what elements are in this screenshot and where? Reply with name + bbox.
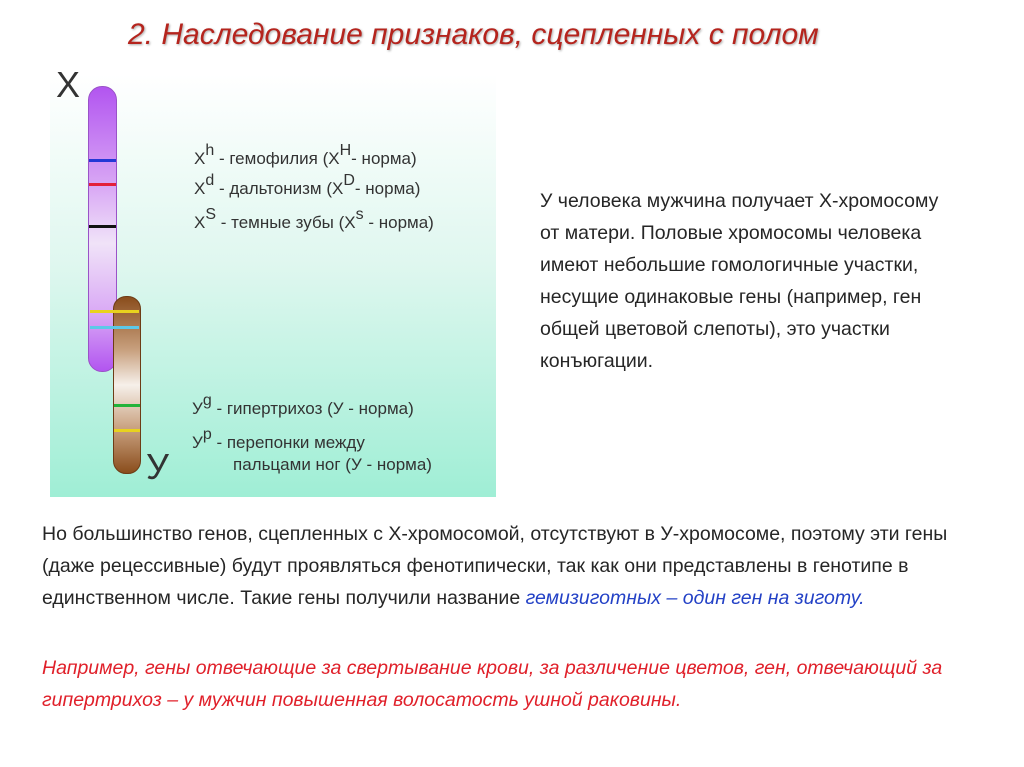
band-dark-teeth (89, 225, 116, 228)
band-webbed-toes (114, 429, 140, 432)
right-explanation-text: У человека мужчина получает X-хромосому от матери. Половые хромосомы человека имеют небольшие гомологичные участки, несущие одинаковые гены (например, ген общей цветовой слепоты), это участки конъюгации. (540, 190, 939, 372)
band-homologous-cyan (90, 326, 139, 329)
x-chromosome-label: X (56, 64, 81, 105)
band-homologous-yellow (90, 310, 139, 313)
y-chromosome-label: У (146, 446, 169, 487)
band-hypertrichosis (114, 404, 140, 407)
slide-title: 2. Наследование признаков, сцепленных с полом (128, 18, 819, 51)
hemizygous-term: гемизиготных – один ген на зиготу (525, 587, 860, 609)
legend-hypertrichosis: $У^g$ - гипертрихоз (У - норма) (192, 392, 414, 418)
band-daltonism (89, 183, 116, 186)
legend-webbed-toes: $У^p$ - перепонки между (192, 426, 365, 452)
bottom-explanation-text: Но большинство генов, сцепленных с X-хромосомой, отсутствуют в У-хромосоме, поэтому эти гены (даже рецессивные) будут проявляться фенотипически, так как они представлены в генотипе в единственном числе. Такие гены получили название гемизиготных – один ген на зиготу. (42, 523, 948, 609)
legend-daltonism: $X^d$ - дальтонизм ($X^D-$ норма) (194, 172, 421, 198)
legend-hemophilia: $X^h$ - гемофилия ($X^H-$ норма) (194, 142, 417, 168)
band-hemophilia (89, 159, 116, 162)
legend-dark-teeth: $X^S$ - темные зубы ($X^s$ - норма) (194, 206, 434, 232)
y-chromosome (113, 296, 141, 474)
legend-webbed-toes-cont: пальцами ног (У - норма) (233, 455, 432, 474)
example-text: Например, гены отвечающие за свертывание крови, за различение цветов, ген, отвечающий за гипертрихоз – у мужчин повышенная волосатость ушной раковины. (42, 657, 943, 711)
